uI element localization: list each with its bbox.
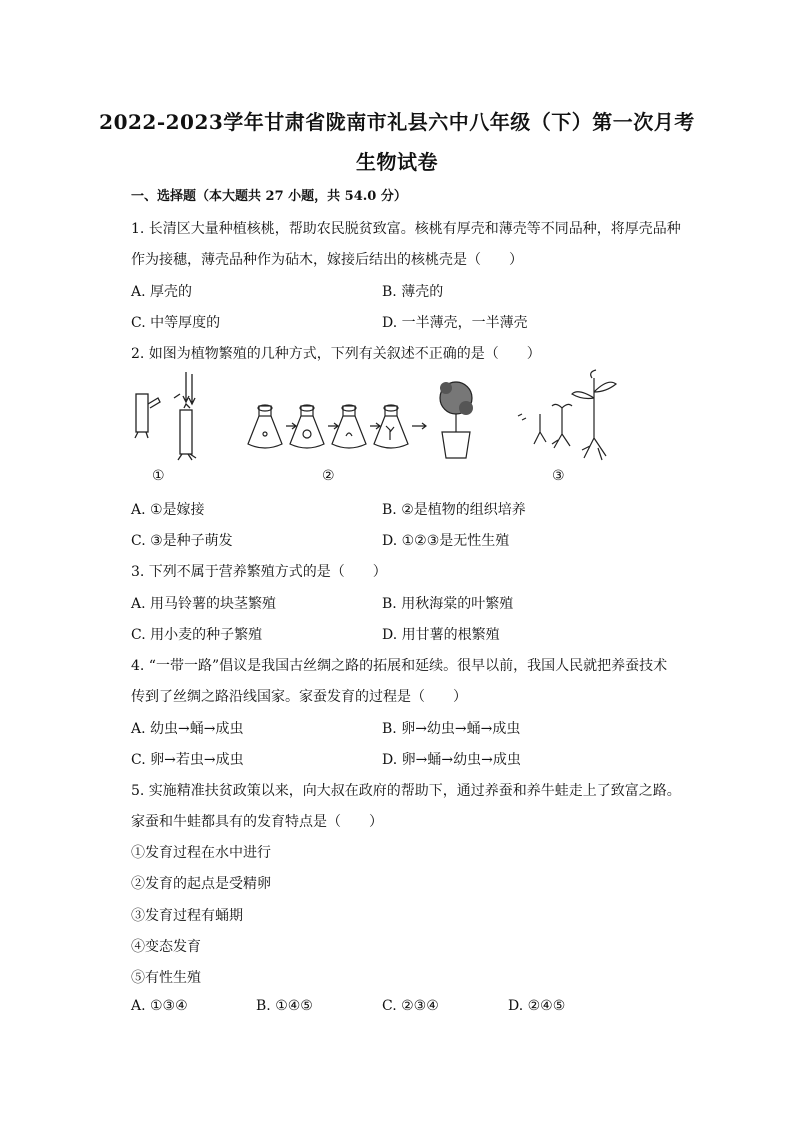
- q1-stem-line1: 1. 长清区大量种植核桃，帮助农民脱贫致富。核桃有厚壳和薄壳等不同品种，将厚壳品种: [131, 221, 681, 237]
- q5-stem-line2: 家蚕和牛蛙都具有的发育特点是（ ）: [131, 814, 383, 830]
- q5-statement-5: ⑤有性生殖: [131, 970, 201, 986]
- q4-stem-line2: 传到了丝绸之路沿线国家。家蚕发育的过程是（ ）: [131, 689, 467, 705]
- q1-option-d: D. 一半薄壳，一半薄壳: [382, 315, 528, 331]
- q2-option-d: D. ①②③是无性生殖: [382, 533, 510, 549]
- plant-propagation-figure: [128, 368, 628, 484]
- q2-option-b: B. ②是植物的组织培养: [382, 502, 526, 518]
- q2-option-c: C. ③是种子萌发: [131, 533, 233, 549]
- q5-statement-2: ②发育的起点是受精卵: [131, 876, 271, 892]
- q3-option-d: D. 用甘薯的根繁殖: [382, 627, 500, 643]
- q5-option-c: C. ②③④: [382, 998, 439, 1014]
- root-sprout-illustration: [518, 370, 616, 460]
- q5-stem-line1: 5. 实施精准扶贫政策以来，向大叔在政府的帮助下，通过养蚕和养牛蛙走上了致富之路。: [131, 783, 681, 799]
- figure-label-3: ③: [552, 468, 565, 484]
- q4-option-a: A. 幼虫→蛹→成虫: [131, 721, 244, 737]
- q5-statement-1: ①发育过程在水中进行: [131, 845, 271, 861]
- q4-stem-line1: 4. “一带一路”倡议是我国古丝绸之路的拓展和延续。很早以前，我国人民就把养蚕技术: [131, 658, 668, 674]
- q4-option-d: D. 卵→蛹→幼虫→成虫: [382, 752, 521, 768]
- q5-statement-3: ③发育过程有蛹期: [131, 908, 243, 924]
- q3-stem-line1: 3. 下列不属于营养繁殖方式的是（ ）: [131, 564, 387, 580]
- q3-option-b: B. 用秋海棠的叶繁殖: [382, 596, 514, 612]
- q1-stem-line2: 作为接穗，薄壳品种作为砧木，嫁接后结出的核桃壳是（ ）: [131, 252, 523, 268]
- q3-option-a: A. 用马铃薯的块茎繁殖: [131, 596, 277, 612]
- grafting-illustration: [135, 372, 196, 460]
- exam-title-line1: 2022-2023学年甘肃省陇南市礼县六中八年级（下）第一次月考: [99, 110, 695, 134]
- q2-stem-line1: 2. 如图为植物繁殖的几种方式，下列有关叙述不正确的是（ ）: [131, 346, 541, 362]
- q2-option-a: A. ①是嫁接: [131, 502, 205, 518]
- tissue-culture-illustration: [248, 382, 473, 458]
- q5-option-b: B. ①④⑤: [256, 998, 313, 1014]
- q4-option-b: B. 卵→幼虫→蛹→成虫: [382, 721, 521, 737]
- q5-option-a: A. ①③④: [131, 998, 188, 1014]
- q5-statement-4: ④变态发育: [131, 939, 201, 955]
- q3-option-c: C. 用小麦的种子繁殖: [131, 627, 263, 643]
- q4-option-c: C. 卵→若虫→成虫: [131, 752, 244, 768]
- section-heading: 一、选择题（本大题共 27 小题，共 54.0 分）: [131, 189, 407, 204]
- figure-label-2: ②: [322, 468, 335, 484]
- figure-label-1: ①: [152, 468, 165, 484]
- q1-option-a: A. 厚壳的: [131, 284, 193, 300]
- q1-option-b: B. 薄壳的: [382, 284, 444, 300]
- q1-option-c: C. 中等厚度的: [131, 315, 221, 331]
- q5-option-d: D. ②④⑤: [508, 998, 566, 1014]
- exam-title-line2: 生物试卷: [356, 150, 438, 174]
